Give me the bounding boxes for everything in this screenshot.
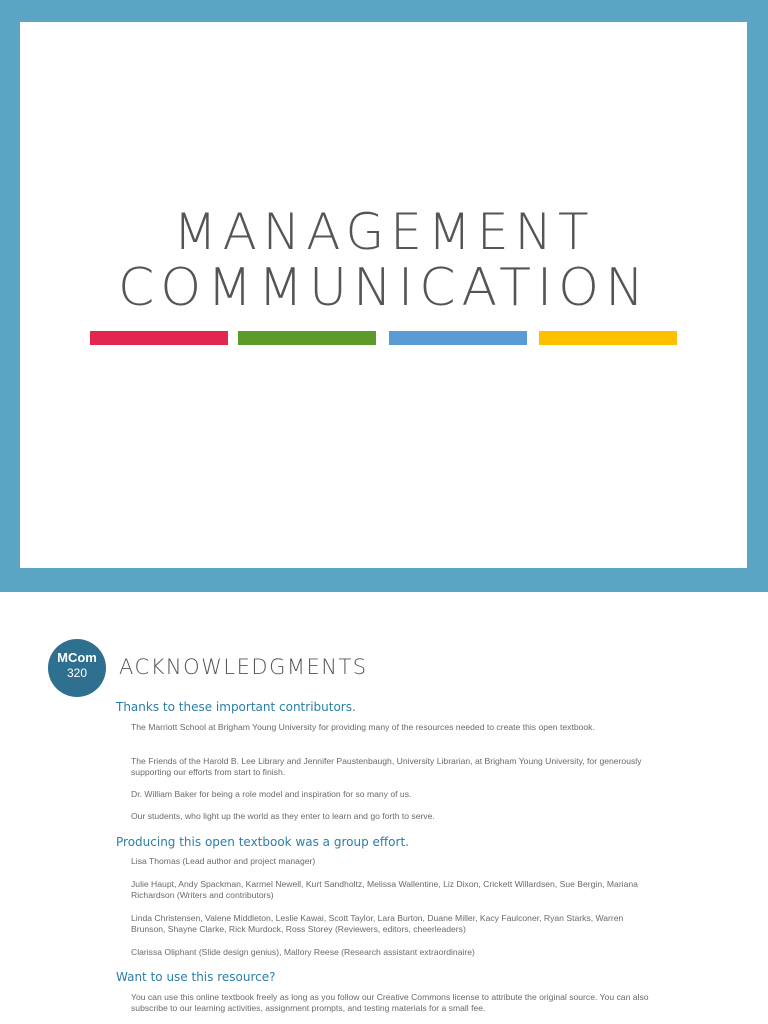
color-bar-green [238, 331, 376, 345]
cover-title-line-1: MANAGEMENT [173, 203, 595, 261]
section-heading-contributors: Thanks to these important contributors. [116, 700, 356, 714]
contributor-paragraph: The Marriott School at Brigham Young University for providing many of the resources needed to create this open textbook. [131, 722, 595, 732]
color-bar-red [90, 331, 228, 345]
license-paragraph: You can use this online textbook freely as long as you follow our Creative Commons license to attribute the original source. You can also subscribe to our learning activities, assignment prompts, and testing materials for a small fee. [131, 992, 649, 1013]
badge-course: MCom [57, 650, 97, 665]
section-heading-use-resource: Want to use this resource? [116, 970, 276, 984]
color-bar-blue [389, 331, 527, 345]
acknowledgments-page [0, 592, 768, 1024]
color-bar-yellow [539, 331, 677, 345]
team-paragraph: Linda Christensen, Valene Middleton, Leslie Kawai, Scott Taylor, Lara Burton, Duane Miller, Kacy Faulconer, Ryan Starks, Warren Brunson, Shayne Clarke, Rick Murdock, Ross Storey (Reviewers, editors, cheerleaders) [131, 913, 624, 934]
contributor-paragraph: Dr. William Baker for being a role model and inspiration for so many of us. [131, 789, 412, 799]
team-paragraph: Clarissa Oliphant (Slide design genius), Mallory Reese (Research assistant extraordinaire) [131, 947, 475, 957]
section-heading-group-effort: Producing this open textbook was a group effort. [116, 835, 409, 849]
contributor-paragraph: Our students, who light up the world as they enter to learn and go forth to serve. [131, 811, 435, 821]
cover-title-line-2: COMMUNICATION [117, 258, 651, 318]
acknowledgments-title: ACKNOWLEDGMENTS [119, 655, 368, 679]
contributor-paragraph: The Friends of the Harold B. Lee Library and Jennifer Paustenbaugh, University Librarian, at Brigham Young University, for generously supporting our efforts from start to finish. [131, 756, 642, 777]
team-paragraph: Lisa Thomas (Lead author and project manager) [131, 856, 316, 866]
badge-number: 320 [66, 666, 88, 680]
team-paragraph: Julie Haupt, Andy Spackman, Karmel Newell, Kurt Sandholtz, Melissa Wallentine, Liz Dixon, Crickett Willardsen, Sue Bergin, Mariana Richardson (Writers and contributors) [131, 879, 638, 900]
mcom-badge [48, 639, 106, 697]
